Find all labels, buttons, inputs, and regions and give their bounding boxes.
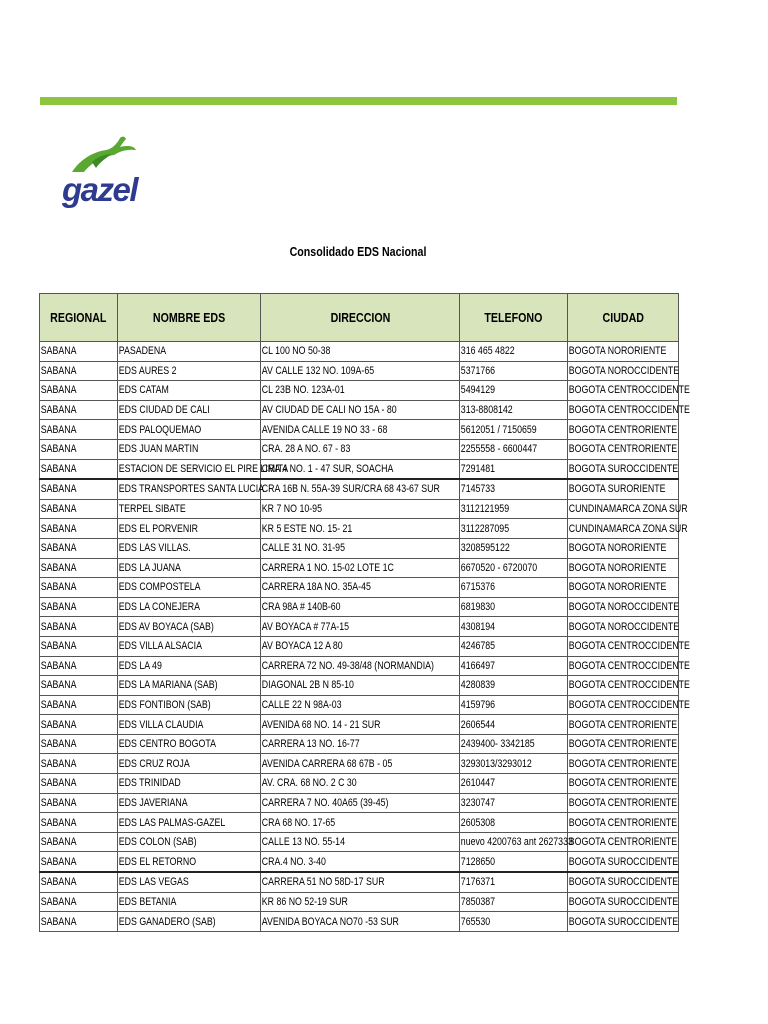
cell-regional: SABANA (40, 715, 118, 735)
cell-ciudad: BOGOTA SUROCCIDENTE (568, 852, 679, 872)
table-row (40, 558, 679, 578)
cell-regional: SABANA (40, 342, 118, 362)
cell-regional: SABANA (40, 852, 118, 872)
table-row (40, 400, 679, 420)
cell-telefono: 7128650 (460, 852, 568, 872)
cell-nombre-eds: EDS CENTRO BOGOTA (118, 734, 261, 754)
table-row (40, 459, 679, 479)
table-row (40, 636, 679, 656)
cell-regional: SABANA (40, 892, 118, 912)
cell-ciudad: BOGOTA CENTROCCIDENTE (568, 656, 679, 676)
cell-nombre-eds: EDS VILLA CLAUDIA (118, 715, 261, 735)
document-title: Consolidado EDS Nacional (289, 244, 427, 259)
cell-ciudad: BOGOTA CENTRORIENTE (568, 813, 679, 833)
eds-table (39, 293, 690, 932)
cell-nombre-eds: EDS BETANIA (118, 892, 261, 912)
cell-regional: SABANA (40, 519, 118, 539)
cell-telefono: 2439400- 3342185 (460, 734, 568, 754)
cell-nombre-eds: EDS AURES 2 (118, 361, 261, 381)
cell-telefono: 6715376 (460, 578, 568, 598)
cell-nombre-eds: EDS JAVERIANA (118, 793, 261, 813)
cell-regional: SABANA (40, 381, 118, 401)
table-row (40, 912, 679, 932)
cell-ciudad: BOGOTA NOROCCIDENTE (568, 597, 679, 617)
column-header-regional: REGIONAL (40, 294, 118, 342)
cell-regional: SABANA (40, 578, 118, 598)
table-row (40, 381, 679, 401)
cell-nombre-eds: EDS JUAN MARTIN (118, 439, 261, 459)
cell-telefono: 765530 (460, 912, 568, 932)
cell-telefono: 7850387 (460, 892, 568, 912)
column-header-telefono: TELEFONO (460, 294, 568, 342)
table-row (40, 439, 679, 459)
cell-ciudad: BOGOTA CENTROCCIDENTE (568, 636, 679, 656)
cell-regional: SABANA (40, 676, 118, 696)
cell-ciudad: CUNDINAMARCA ZONA SUR (568, 519, 679, 539)
cell-telefono: 3208595122 (460, 538, 568, 558)
cell-regional: SABANA (40, 538, 118, 558)
table-row (40, 342, 679, 362)
cell-regional: SABANA (40, 695, 118, 715)
cell-telefono: 3293013/3293012 (460, 754, 568, 774)
cell-regional: SABANA (40, 912, 118, 932)
cell-ciudad: BOGOTA NORORIENTE (568, 342, 679, 362)
cell-regional: SABANA (40, 617, 118, 637)
cell-ciudad: BOGOTA SUROCCIDENTE (568, 912, 679, 932)
cell-direccion: KR 7 NO 10-95 (261, 499, 460, 519)
column-header-nombre-eds: NOMBRE EDS (118, 294, 261, 342)
cell-direccion: CALLE 22 N 98A-03 (261, 695, 460, 715)
cell-direccion: AVENIDA CARRERA 68 67B - 05 (261, 754, 460, 774)
table-row (40, 774, 679, 794)
cell-ciudad: BOGOTA CENTRORIENTE (568, 420, 679, 440)
cell-direccion: CL 23B NO. 123A-01 (261, 381, 460, 401)
cell-direccion: CRA 4 NO. 1 - 47 SUR, SOACHA (261, 459, 460, 479)
cell-nombre-eds: EDS FONTIBON (SAB) (118, 695, 261, 715)
table-row (40, 813, 679, 833)
column-header-ciudad: CIUDAD (568, 294, 679, 342)
table-row (40, 538, 679, 558)
cell-direccion: CARRERA 18A NO. 35A-45 (261, 578, 460, 598)
cell-ciudad: BOGOTA CENTRORIENTE (568, 715, 679, 735)
cell-telefono: 7145733 (460, 479, 568, 499)
table-row (40, 832, 679, 852)
table-row (40, 872, 679, 892)
cell-regional: SABANA (40, 400, 118, 420)
cell-direccion: AV CIUDAD DE CALI NO 15A - 80 (261, 400, 460, 420)
cell-telefono: 5494129 (460, 381, 568, 401)
cell-direccion: CARRERA 51 NO 58D-17 SUR (261, 872, 460, 892)
cell-regional: SABANA (40, 832, 118, 852)
cell-telefono: 3112121959 (460, 499, 568, 519)
cell-ciudad: BOGOTA CENTRORIENTE (568, 793, 679, 813)
cell-nombre-eds: PASADENA (118, 342, 261, 362)
cell-ciudad: BOGOTA NORORIENTE (568, 538, 679, 558)
cell-telefono: 4166497 (460, 656, 568, 676)
table-row (40, 715, 679, 735)
cell-direccion: AVENIDA CALLE 19 NO 33 - 68 (261, 420, 460, 440)
cell-regional: SABANA (40, 754, 118, 774)
cell-direccion: AV BOYACA 12 A 80 (261, 636, 460, 656)
cell-nombre-eds: EDS EL PORVENIR (118, 519, 261, 539)
table-row (40, 695, 679, 715)
cell-telefono: 2610447 (460, 774, 568, 794)
cell-nombre-eds: EDS AV BOYACA (SAB) (118, 617, 261, 637)
cell-direccion: CARRERA 7 NO. 40A65 (39-45) (261, 793, 460, 813)
cell-telefono: 4280839 (460, 676, 568, 696)
cell-telefono: 6819830 (460, 597, 568, 617)
cell-telefono: 2605308 (460, 813, 568, 833)
cell-nombre-eds: EDS EL RETORNO (118, 852, 261, 872)
cell-nombre-eds: EDS TRANSPORTES SANTA LUCIA (118, 479, 261, 499)
cell-direccion: CRA.4 NO. 3-40 (261, 852, 460, 872)
cell-direccion: KR 5 ESTE NO. 15- 21 (261, 519, 460, 539)
cell-telefono: 5612051 / 7150659 (460, 420, 568, 440)
cell-nombre-eds: EDS COLON (SAB) (118, 832, 261, 852)
cell-ciudad: BOGOTA NORORIENTE (568, 558, 679, 578)
cell-regional: SABANA (40, 439, 118, 459)
cell-telefono: 4308194 (460, 617, 568, 637)
cell-regional: SABANA (40, 597, 118, 617)
cell-telefono: nuevo 4200763 ant 2627333 (460, 832, 568, 852)
cell-regional: SABANA (40, 479, 118, 499)
table-row (40, 793, 679, 813)
cell-telefono: 4159796 (460, 695, 568, 715)
table-row (40, 734, 679, 754)
table-row (40, 656, 679, 676)
cell-regional: SABANA (40, 636, 118, 656)
cell-telefono: 5371766 (460, 361, 568, 381)
column-header-direccion: DIRECCION (261, 294, 460, 342)
cell-nombre-eds: EDS TRINIDAD (118, 774, 261, 794)
cell-regional: SABANA (40, 774, 118, 794)
cell-ciudad: BOGOTA CENTRORIENTE (568, 439, 679, 459)
cell-ciudad: BOGOTA CENTRORIENTE (568, 832, 679, 852)
table-row (40, 420, 679, 440)
cell-direccion: CARRERA 72 NO. 49-38/48 (NORMANDIA) (261, 656, 460, 676)
cell-telefono: 7291481 (460, 459, 568, 479)
cell-ciudad: BOGOTA CENTRORIENTE (568, 754, 679, 774)
table-header-row (40, 294, 679, 342)
table-row (40, 578, 679, 598)
cell-direccion: CRA 16B N. 55A-39 SUR/CRA 68 43-67 SUR (261, 479, 460, 499)
cell-ciudad: BOGOTA CENTRORIENTE (568, 734, 679, 754)
table-row (40, 852, 679, 872)
cell-regional: SABANA (40, 656, 118, 676)
cell-direccion: CARRERA 13 NO. 16-77 (261, 734, 460, 754)
accent-bar (40, 97, 677, 105)
cell-regional: SABANA (40, 793, 118, 813)
cell-direccion: CARRERA 1 NO. 15-02 LOTE 1C (261, 558, 460, 578)
cell-regional: SABANA (40, 558, 118, 578)
cell-telefono: 6670520 - 6720070 (460, 558, 568, 578)
table-row (40, 754, 679, 774)
cell-direccion: AVENIDA BOYACA NO70 -53 SUR (261, 912, 460, 932)
cell-nombre-eds: EDS GANADERO (SAB) (118, 912, 261, 932)
cell-direccion: AV CALLE 132 NO. 109A-65 (261, 361, 460, 381)
cell-direccion: CRA 98A # 140B-60 (261, 597, 460, 617)
cell-direccion: CRA. 28 A NO. 67 - 83 (261, 439, 460, 459)
cell-nombre-eds: EDS LAS VEGAS (118, 872, 261, 892)
cell-ciudad: BOGOTA NOROCCIDENTE (568, 617, 679, 637)
cell-regional: SABANA (40, 420, 118, 440)
cell-ciudad: BOGOTA CENTROCCIDENTE (568, 676, 679, 696)
table-row (40, 617, 679, 637)
cell-nombre-eds: EDS LA 49 (118, 656, 261, 676)
cell-telefono: 4246785 (460, 636, 568, 656)
cell-ciudad: BOGOTA NORORIENTE (568, 578, 679, 598)
cell-direccion: CL 100 NO 50-38 (261, 342, 460, 362)
table-row (40, 499, 679, 519)
cell-ciudad: BOGOTA SUROCCIDENTE (568, 459, 679, 479)
cell-nombre-eds: EDS VILLA ALSACIA (118, 636, 261, 656)
cell-direccion: CALLE 31 NO. 31-95 (261, 538, 460, 558)
cell-telefono: 3112287095 (460, 519, 568, 539)
gazel-logo (62, 132, 138, 214)
cell-ciudad: BOGOTA CENTRORIENTE (568, 774, 679, 794)
cell-nombre-eds: TERPEL SIBATE (118, 499, 261, 519)
cell-telefono: 316 465 4822 (460, 342, 568, 362)
cell-nombre-eds: EDS LA CONEJERA (118, 597, 261, 617)
logo-wordmark: gazel (62, 171, 138, 208)
cell-nombre-eds: EDS LA MARIANA (SAB) (118, 676, 261, 696)
table-row (40, 519, 679, 539)
cell-regional: SABANA (40, 872, 118, 892)
cell-direccion: AV. CRA. 68 NO. 2 C 30 (261, 774, 460, 794)
cell-ciudad: BOGOTA CENTROCCIDENTE (568, 400, 679, 420)
cell-ciudad: BOGOTA SUROCCIDENTE (568, 892, 679, 912)
cell-nombre-eds: EDS COMPOSTELA (118, 578, 261, 598)
cell-ciudad: BOGOTA NOROCCIDENTE (568, 361, 679, 381)
cell-nombre-eds: EDS CATAM (118, 381, 261, 401)
cell-nombre-eds: EDS CRUZ ROJA (118, 754, 261, 774)
cell-nombre-eds: EDS LAS PALMAS-GAZEL (118, 813, 261, 833)
cell-regional: SABANA (40, 734, 118, 754)
cell-nombre-eds: EDS CIUDAD DE CALI (118, 400, 261, 420)
table-row (40, 361, 679, 381)
cell-direccion: AV BOYACA # 77A-15 (261, 617, 460, 637)
cell-regional: SABANA (40, 499, 118, 519)
cell-nombre-eds: EDS PALOQUEMAO (118, 420, 261, 440)
cell-ciudad: BOGOTA CENTROCCIDENTE (568, 695, 679, 715)
cell-direccion: CALLE 13 NO. 55-14 (261, 832, 460, 852)
cell-regional: SABANA (40, 459, 118, 479)
cell-nombre-eds: EDS LAS VILLAS. (118, 538, 261, 558)
table-row (40, 479, 679, 499)
cell-regional: SABANA (40, 813, 118, 833)
cell-telefono: 3230747 (460, 793, 568, 813)
cell-telefono: 7176371 (460, 872, 568, 892)
cell-direccion: KR 86 NO 52-19 SUR (261, 892, 460, 912)
cell-direccion: AVENIDA 68 NO. 14 - 21 SUR (261, 715, 460, 735)
table-row (40, 676, 679, 696)
cell-telefono: 313-8808142 (460, 400, 568, 420)
cell-direccion: CRA 68 NO. 17-65 (261, 813, 460, 833)
cell-direccion: DIAGONAL 2B N 85-10 (261, 676, 460, 696)
cell-ciudad: BOGOTA SURORIENTE (568, 479, 679, 499)
cell-regional: SABANA (40, 361, 118, 381)
table-row (40, 892, 679, 912)
cell-ciudad: BOGOTA SUROCCIDENTE (568, 872, 679, 892)
cell-ciudad: BOGOTA CENTROCCIDENTE (568, 381, 679, 401)
cell-telefono: 2606544 (460, 715, 568, 735)
cell-ciudad: CUNDINAMARCA ZONA SUR (568, 499, 679, 519)
cell-nombre-eds: ESTACION DE SERVICIO EL PIRE LIMITA (118, 459, 261, 479)
cell-telefono: 2255558 - 6600447 (460, 439, 568, 459)
table-row (40, 597, 679, 617)
cell-nombre-eds: EDS LA JUANA (118, 558, 261, 578)
